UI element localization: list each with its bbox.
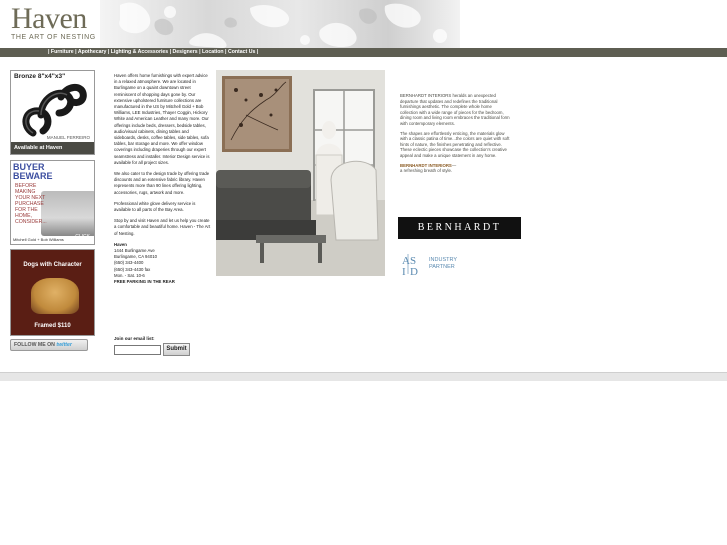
store-parking: FREE PARKING IN THE REAR <box>114 279 175 285</box>
nav-bar <box>0 48 727 57</box>
asid-logo-icon <box>401 252 425 276</box>
bronze-ad-title: Bronze 8"x4"x3" <box>14 73 66 80</box>
svg-text:A: A <box>402 255 410 267</box>
store-city: Burlingame, CA 94010 <box>114 254 157 260</box>
buyer-beware-body <box>15 183 47 225</box>
asid-label-line1: INDUSTRY <box>429 257 458 263</box>
logo-tagline: THE ART OF NESTING <box>11 34 96 41</box>
store-name: Haven <box>114 241 127 247</box>
living-room-photo <box>216 70 385 276</box>
bernhardt-logo[interactable]: BERNHARDT <box>398 217 521 239</box>
bernhardt-tagline <box>400 163 510 174</box>
bernhardt-copy <box>400 93 510 178</box>
nav-links: | Furniture | Apothecary | Lighting & Accessories | Designers | Location | Contact Us | <box>48 49 259 55</box>
svg-text:I: I <box>402 266 406 276</box>
store-fax: (650) 343-4430 fax <box>114 266 151 272</box>
asid-industry-partner[interactable] <box>401 252 521 276</box>
bernhardt-paragraph: BERNHARDT INTERIORS heralds an unexpected departure that updates and redefines the traditional furnishings aesthetic. The complete whole home collection with a wide range of pieces for the bedroom, dining room and living room embraces the traditional form with contemporary elements. <box>400 93 510 126</box>
svg-text:D: D <box>410 266 418 276</box>
dogs-ad-title: Dogs with Character <box>23 262 82 268</box>
buyer-body-line: BEFORE <box>15 183 37 189</box>
sofa-image <box>41 191 95 236</box>
store-street: 1444 Burlingame Ave <box>114 248 155 254</box>
asid-label-line2: PARTNER <box>429 264 455 270</box>
nav-item-apothecary[interactable]: Apothecary <box>77 49 107 55</box>
email-signup-input[interactable] <box>114 345 161 355</box>
intro-paragraph: Haven offers home furnishings with expert advice in a relaxed atmosphere. We are located in Burlingame on a quaint downtown street reminiscent of shopping days gone by. Our extensive upholstered furniture collections are manufactured in the US by Mitchell Gold + Bob Williams, LEE Industries, Thayer Coggin, Hickory White and American Leather and many more. Our offerings include beds, dressers, bedside tables, audio/visual cabinets, dining tables and sideboards, desks, coffee tables, side tables, sofa tables, bar storage and more. We offer window coverings including draperies through our expert seamstress and installer. Interior Design service is available for all project sizes. <box>114 73 210 165</box>
buyer-body-line: FOR THE <box>15 207 38 213</box>
nav-item-lighting-accessories[interactable]: Lighting & Accessories <box>110 49 169 55</box>
bernhardt-tagline-rest: a refreshing breath of style. <box>400 168 453 174</box>
bernhardt-tagline-brand: BERNHARDT INTERIORS <box>400 162 452 168</box>
email-submit-button[interactable]: Submit <box>163 343 190 356</box>
buyer-headline-line1: BUYER <box>13 162 45 172</box>
damask-pattern <box>100 0 460 48</box>
store-address <box>114 242 212 285</box>
buyer-ad-brand: Mitchell Gold + Bob Williams <box>13 236 64 242</box>
twitter-logo-text: twitter <box>56 342 72 348</box>
haven-logo[interactable] <box>11 4 101 41</box>
asid-label <box>429 257 457 271</box>
intro-paragraph: Professional white glove delivery service is available to all parts of the Bay Area. <box>114 200 196 213</box>
dogs-ad-price: Framed $110 <box>34 323 71 329</box>
buyer-body-line: YOUR NEXT <box>15 195 46 201</box>
buyer-beware-headline <box>13 163 53 181</box>
store-phone: (650) 343-4400 <box>114 260 144 266</box>
dogs-with-character-ad[interactable] <box>10 249 95 336</box>
nav-item-location[interactable]: Location <box>201 49 224 55</box>
bernhardt-tagline-dash: — <box>451 162 457 168</box>
buyer-body-line: PURCHASE <box>15 201 44 207</box>
nav-item-designers[interactable]: Designers <box>172 49 198 55</box>
bernhardt-paragraph: The shapes are effortlessly enticing, the materials glow with a classic patina of time...the colors are quiet with soft hints of nature, the finishes penetrating and reflective. These eclectic pieces showcase the collection's creative appeal and make a unique statement in any home. <box>400 130 510 158</box>
footer-bar <box>0 372 727 381</box>
twitter-prefix: FOLLOW ME ON <box>14 342 57 348</box>
dog-painting-image <box>31 278 79 314</box>
buyer-ad-click[interactable]: CLICK <box>75 234 90 240</box>
logo-word: Haven <box>11 2 87 35</box>
follow-twitter-button[interactable] <box>10 339 88 351</box>
bronze-ad-brand: MANUEL FERREIRO <box>46 135 90 140</box>
store-hours: Mon. - Sat. 10-6 <box>114 272 145 278</box>
buyer-body-line: MAKING <box>15 189 36 195</box>
intro-paragraph: We also cater to the design trade by offering trade discounts and an extensive fabric library. Haven represents more than 90 lines offering lighting, accessories, rugs, artwork and more. <box>114 171 210 195</box>
bronze-ad-footer: Available at Haven <box>11 142 94 154</box>
nav-item-furniture[interactable]: Furniture <box>50 49 74 55</box>
email-signup-label: Join our email list: <box>114 336 155 341</box>
buyer-body-line: HOME, <box>15 213 33 219</box>
buyer-beware-ad[interactable] <box>10 160 95 245</box>
buyer-headline-line2: BEWARE <box>13 171 53 181</box>
svg-text:S: S <box>410 255 417 267</box>
nav-item-contact-us[interactable]: Contact Us <box>227 49 256 55</box>
bernhardt-feature-panel <box>385 70 526 276</box>
intro-text <box>114 73 212 285</box>
intro-paragraph: Stop by and visit Haven and let us help you create a comfortable and beautiful home. Haven - The Art of Nesting. <box>114 218 211 236</box>
buyer-body-line: CONSIDER... <box>15 219 47 225</box>
header <box>0 0 727 48</box>
bronze-ad[interactable] <box>10 70 95 155</box>
